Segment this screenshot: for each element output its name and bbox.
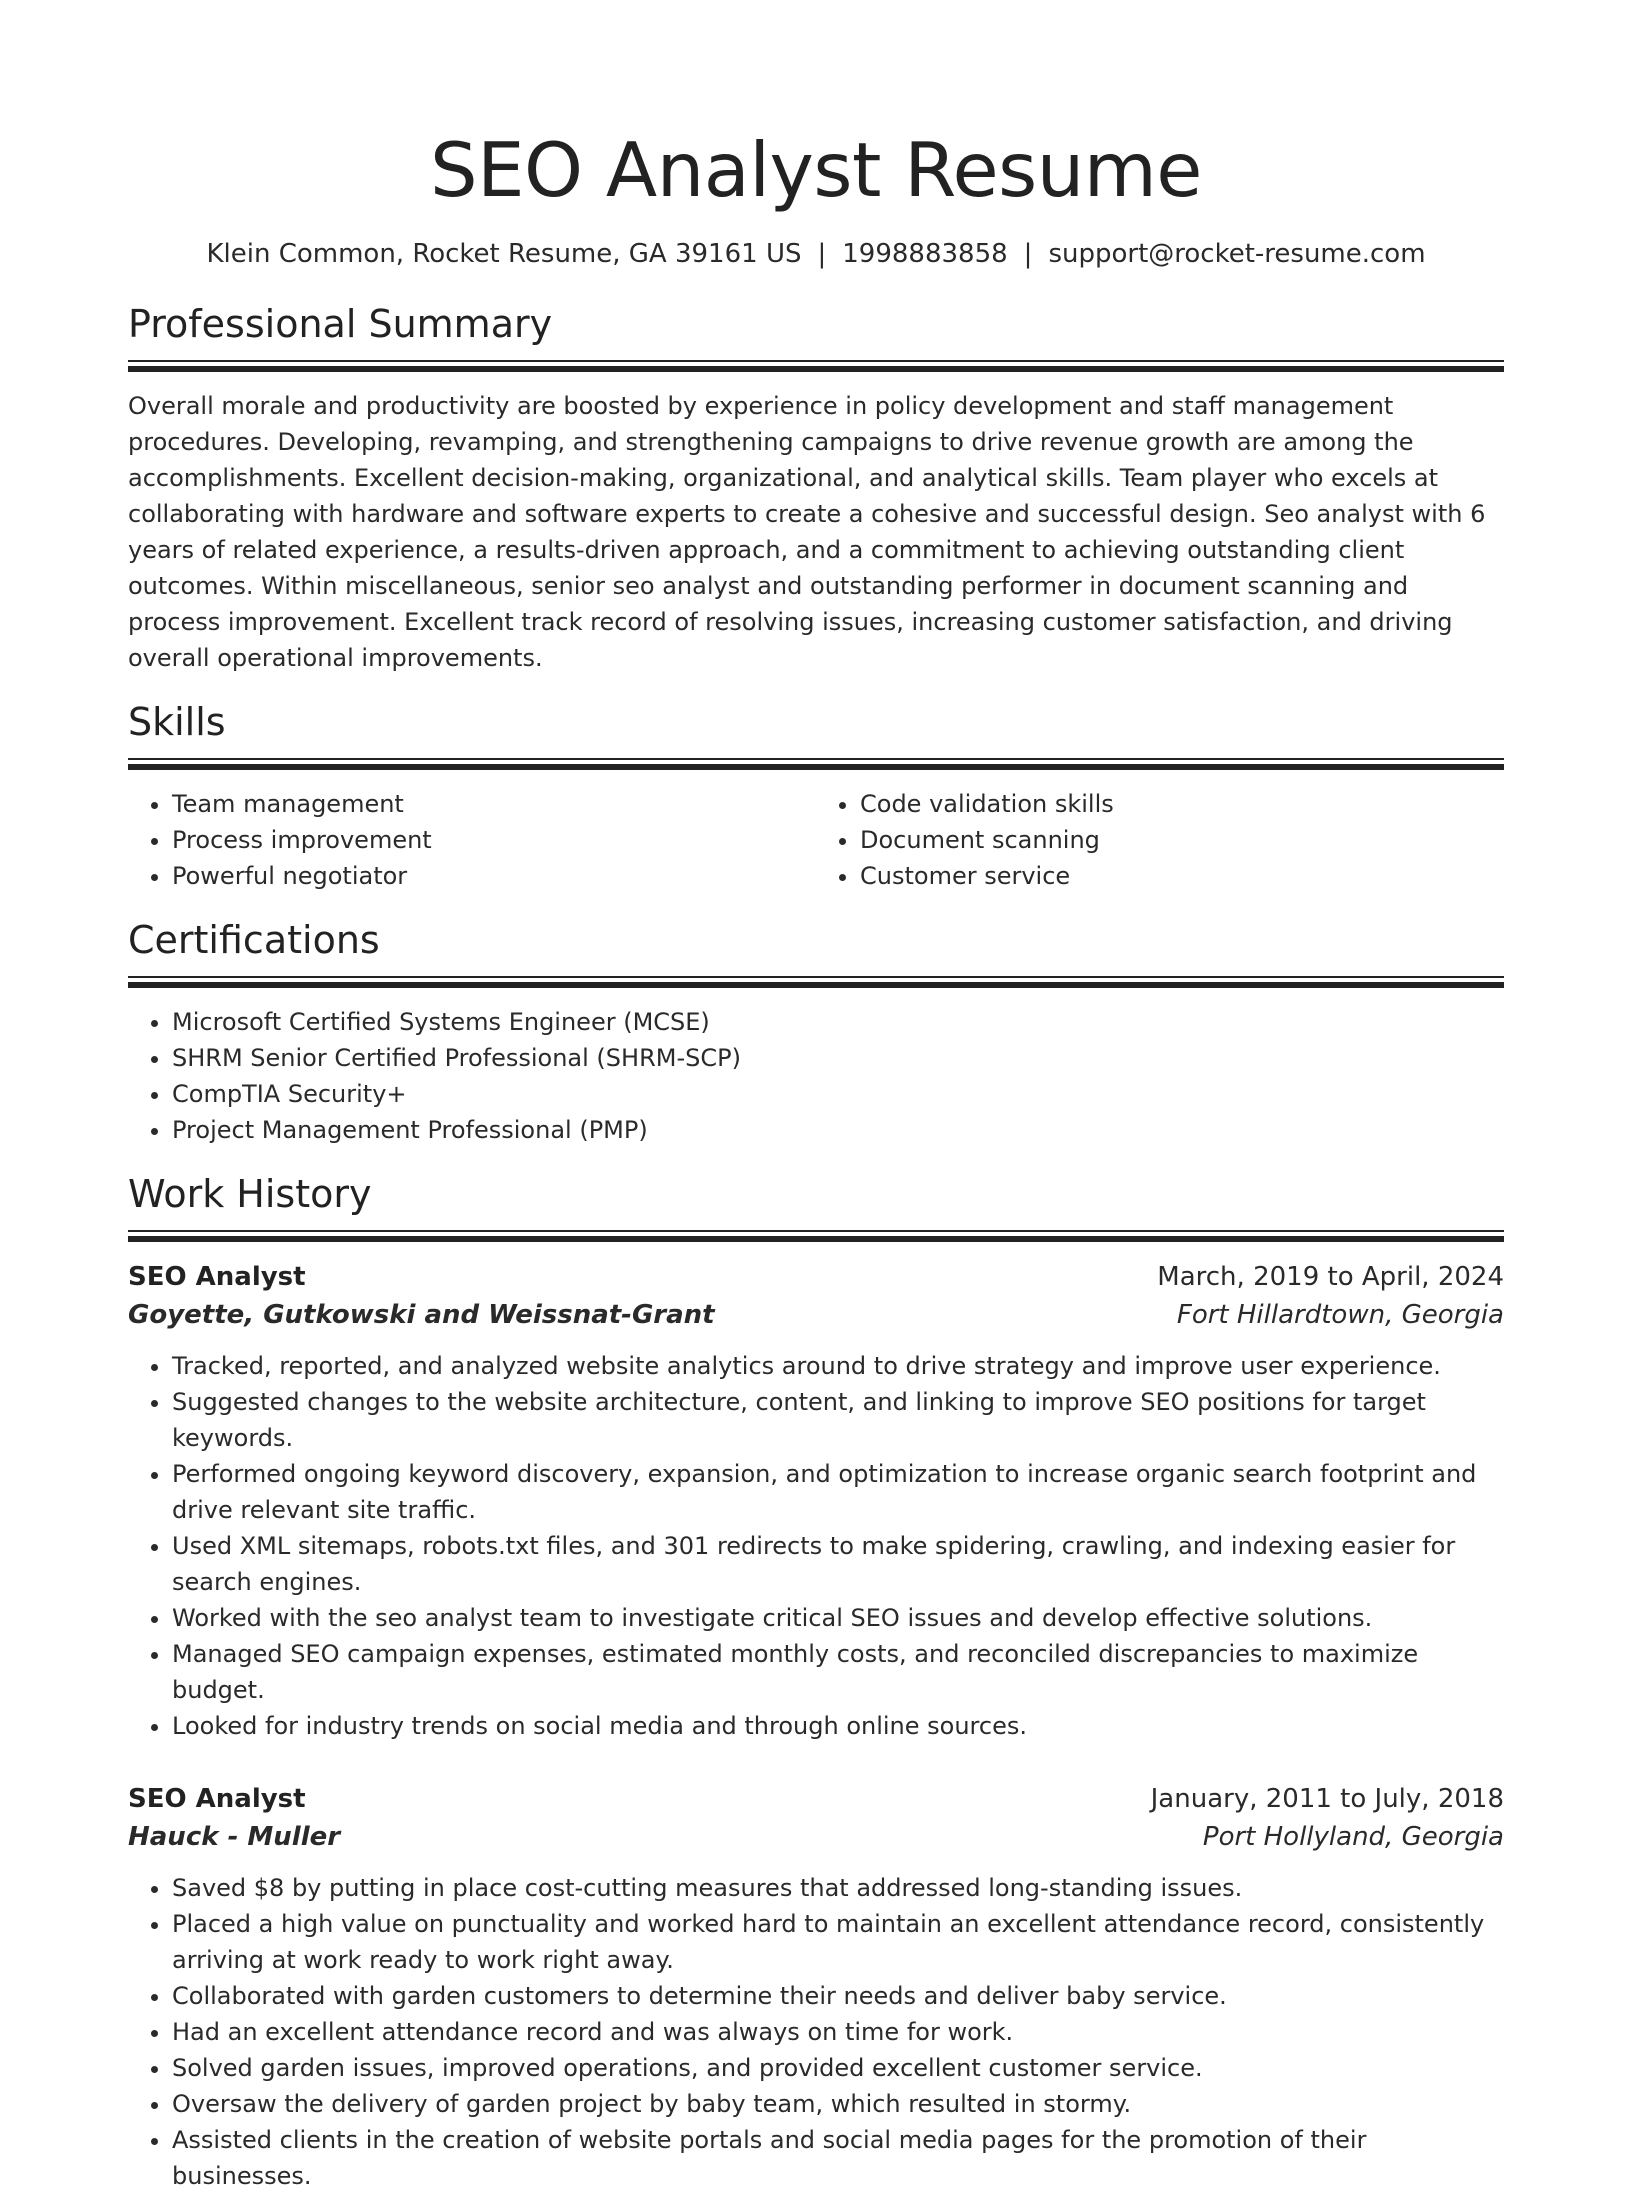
section-divider: [128, 758, 1504, 770]
job-title: SEO Analyst: [128, 1262, 306, 1292]
job-entry: [128, 1780, 1504, 2194]
contact-address: Klein Common, Rocket Resume, GA 39161 US: [206, 239, 802, 269]
job-bullet: • Collaborated with garden customers to determine their needs and deliver baby service.: [172, 1978, 1504, 2014]
certifications-list: [128, 1004, 1504, 1148]
job-bullet: • Looked for industry trends on social media and through online sources.: [172, 1708, 1504, 1744]
section-heading-work-history: Work History: [128, 1172, 372, 1216]
job-dates: March, 2019 to April, 2024: [1157, 1262, 1504, 1292]
resume-page: [128, 0, 1504, 2194]
contact-separator: |: [1023, 239, 1033, 269]
skills-section: [128, 698, 1504, 894]
job-location: Port Hollyland, Georgia: [1202, 1822, 1504, 1852]
section-heading-summary: Professional Summary: [128, 302, 553, 346]
job-bullet: • Oversaw the delivery of garden project by baby team, which resulted in stormy.: [172, 2086, 1504, 2122]
job-location: Fort Hillardtown, Georgia: [1176, 1300, 1504, 1330]
section-heading-skills: Skills: [128, 700, 226, 744]
skills-list-left: [128, 786, 816, 894]
contact-line: [128, 236, 1504, 272]
summary-text: Overall morale and productivity are boosted by experience in policy development and staff management procedures. Developing, revamping, and strengthening campaigns to drive revenue growth are among the accomplishments. Excellent decision-making, organizational, and analytical skills. Team player who excels at collaborating with hardware and software experts to create a cohesive and successful design. Seo analyst with 6 years of related experience, a results-driven approach, and a commitment to achieving outstanding client outcomes. Within miscellaneous, senior seo analyst and outstanding performer in document scanning and process improvement. Excellent track record of resolving issues, increasing customer satisfaction, and driving overall operational improvements.: [128, 392, 1486, 672]
skill-item: • Process improvement: [172, 822, 816, 858]
section-heading-certifications: Certifications: [128, 918, 380, 962]
job-bullet: • Worked with the seo analyst team to investigate critical SEO issues and develop effective solutions.: [172, 1600, 1504, 1636]
work-history-section: [128, 1170, 1504, 2194]
certifications-section: [128, 916, 1504, 1148]
section-divider: [128, 976, 1504, 988]
contact-email: support@rocket-resume.com: [1048, 239, 1426, 269]
job-bullet: • Solved garden issues, improved operations, and provided excellent customer service.: [172, 2050, 1504, 2086]
job-bullet: • Tracked, reported, and analyzed website analytics around to drive strategy and improve user experience.: [172, 1348, 1504, 1384]
job-entry: [128, 1258, 1504, 1744]
job-bullet: • Performed ongoing keyword discovery, expansion, and optimization to increase organic search footprint and drive relevant site traffic.: [172, 1456, 1504, 1528]
job-bullet: • Saved $8 by putting in place cost-cutting measures that addressed long-standing issues.: [172, 1870, 1504, 1906]
job-bullet: • Placed a high value on punctuality and worked hard to maintain an excellent attendance record, consistently arriving at work ready to work right away.: [172, 1906, 1504, 1978]
contact-separator: |: [817, 239, 827, 269]
section-divider: [128, 360, 1504, 372]
resume-title: SEO Analyst Resume: [430, 126, 1202, 214]
job-title: SEO Analyst: [128, 1784, 306, 1814]
contact-phone: 1998883858: [842, 239, 1008, 269]
skill-item: • Code validation skills: [860, 786, 1504, 822]
job-company: Goyette, Gutkowski and Weissnat-Grant: [128, 1300, 715, 1330]
job-header-row: [128, 1258, 1504, 1296]
certification-item: • SHRM Senior Certified Professional (SHRM-SCP): [172, 1040, 1504, 1076]
job-bullet: • Used XML sitemaps, robots.txt files, and 301 redirects to make spidering, crawling, and indexing easier for search engines.: [172, 1528, 1504, 1600]
skill-item: • Powerful negotiator: [172, 858, 816, 894]
skills-grid: [128, 786, 1504, 894]
certification-item: • CompTIA Security+: [172, 1076, 1504, 1112]
job-bullets: [128, 1348, 1504, 1744]
job-bullet: • Had an excellent attendance record and was always on time for work.: [172, 2014, 1504, 2050]
summary-section: [128, 300, 1504, 676]
job-company: Hauck - Muller: [128, 1822, 341, 1852]
job-company-row: [128, 1296, 1504, 1334]
job-company-row: [128, 1818, 1504, 1856]
skill-item: • Document scanning: [860, 822, 1504, 858]
job-bullet: • Managed SEO campaign expenses, estimated monthly costs, and reconciled discrepancies to maximize budget.: [172, 1636, 1504, 1708]
job-header-row: [128, 1780, 1504, 1818]
job-dates: January, 2011 to July, 2018: [1150, 1784, 1504, 1814]
skill-item: • Team management: [172, 786, 816, 822]
section-divider: [128, 1230, 1504, 1242]
job-bullets: [128, 1870, 1504, 2194]
job-bullet: • Suggested changes to the website architecture, content, and linking to improve SEO positions for target keywords.: [172, 1384, 1504, 1456]
certification-item: • Project Management Professional (PMP): [172, 1112, 1504, 1148]
skills-list-right: [816, 786, 1504, 894]
certification-item: • Microsoft Certified Systems Engineer (MCSE): [172, 1004, 1504, 1040]
skill-item: • Customer service: [860, 858, 1504, 894]
job-bullet: • Assisted clients in the creation of website portals and social media pages for the promotion of their businesses.: [172, 2122, 1504, 2194]
